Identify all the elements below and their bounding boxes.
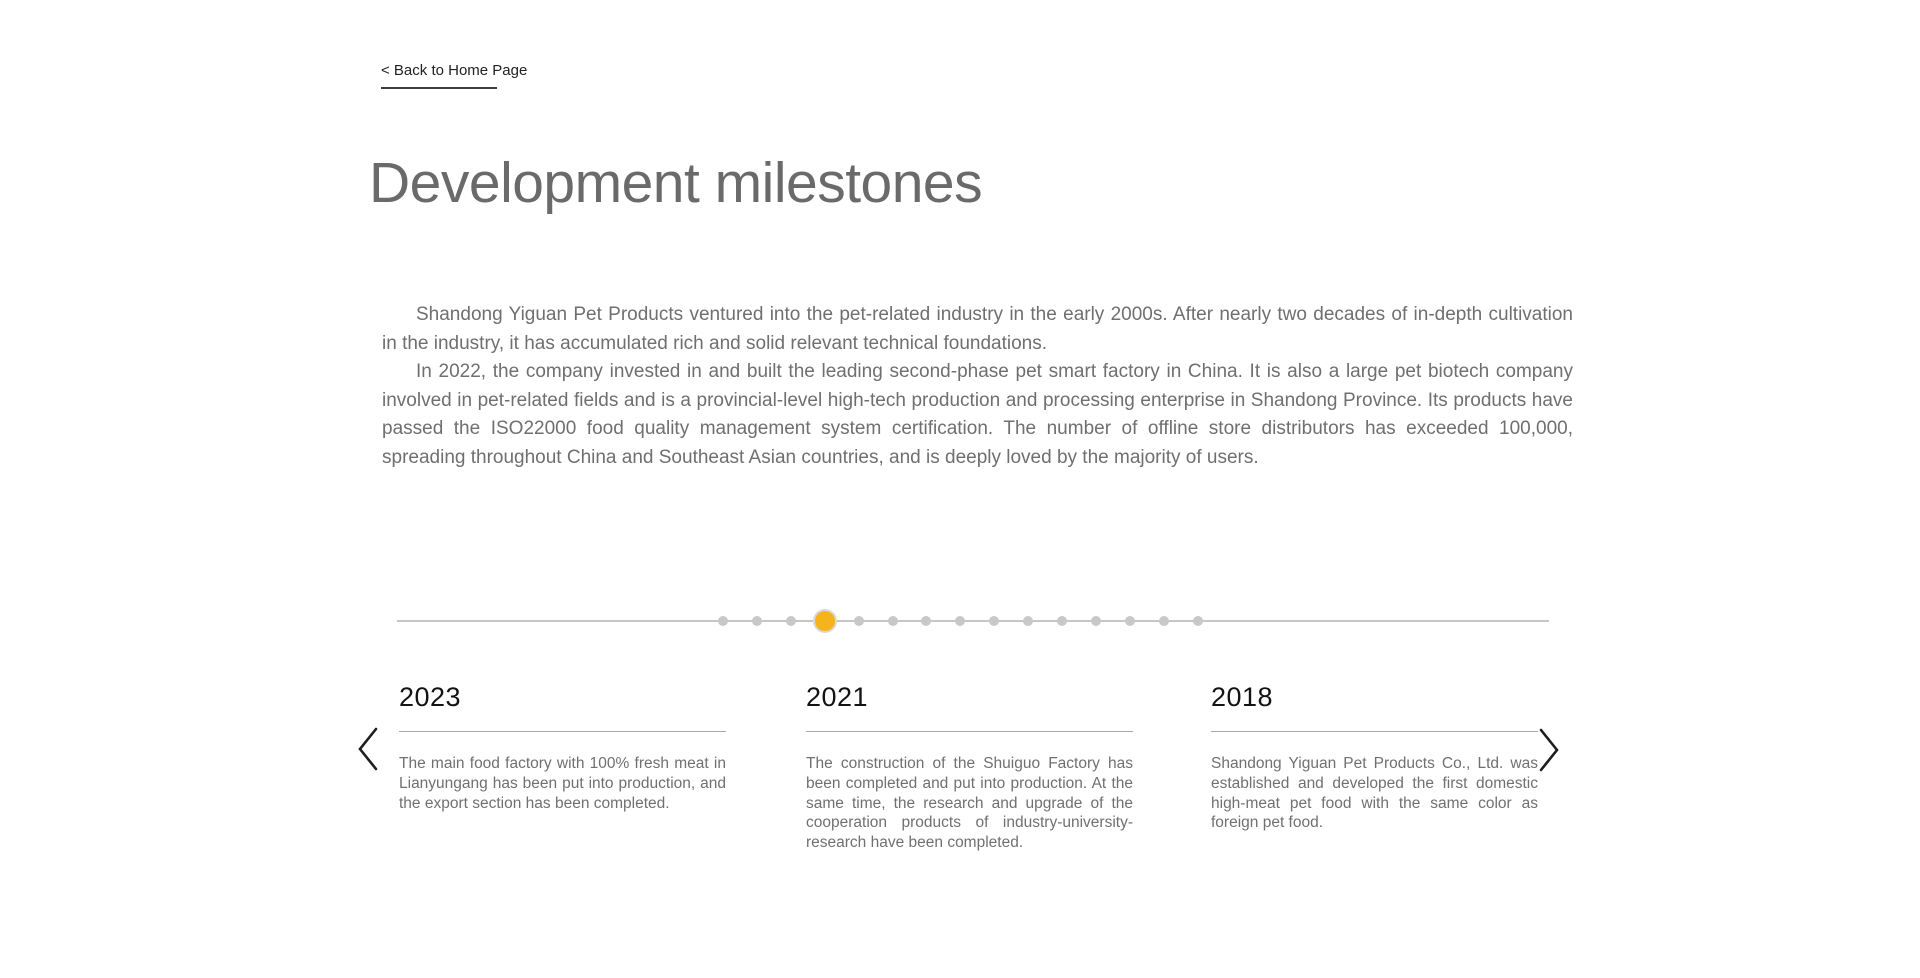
timeline-dot[interactable] [1023, 616, 1033, 626]
intro-text [382, 301, 1573, 472]
timeline-dot-active[interactable] [813, 609, 837, 633]
milestone-description: The construction of the Shuiguo Factory has been completed and put into production. At the same time, the research and upgrade of the cooperation products of industry-university-research have been completed. [806, 755, 1133, 852]
timeline-dot[interactable] [888, 616, 898, 626]
timeline-dot[interactable] [718, 616, 728, 626]
timeline-dot[interactable] [1193, 616, 1203, 626]
carousel-next-button[interactable] [1537, 727, 1561, 773]
intro-paragraph-2: In 2022, the company invested in and built the leading second-phase pet smart factory in China. It is also a large pet biotech company involved in pet-related fields and is a provincial-level high-tech production and processing enterprise in Shandong Province. Its products have passed the ISO22000 food quality management system certification. The number of offline store distributors has exceeded 100,000, spreading throughout China and Southeast Asian countries, and is deeply loved by the majority of users. [382, 361, 1573, 468]
intro-paragraph-1: Shandong Yiguan Pet Products ventured into the pet-related industry in the early 2000s. After nearly two decades of in-depth cultivation in the industry, it has accumulated rich and solid relevant technical foundations. [382, 304, 1573, 354]
card-divider [399, 731, 726, 732]
back-to-home-link[interactable]: < Back to Home Page [381, 62, 497, 89]
timeline-dot[interactable] [1159, 616, 1169, 626]
milestone-card-2021 [806, 682, 1133, 852]
timeline-track [397, 620, 1549, 622]
milestone-card-2023 [399, 682, 726, 812]
timeline-dot[interactable] [786, 616, 796, 626]
chevron-right-icon [1537, 761, 1561, 776]
milestone-description: Shandong Yiguan Pet Products Co., Ltd. was established and developed the first domestic high-meat pet food with the same color as foreign pet food. [1211, 755, 1538, 832]
timeline-dot[interactable] [989, 616, 999, 626]
page-title: Development milestones [369, 151, 983, 215]
card-divider [806, 731, 1133, 732]
timeline-dot[interactable] [1057, 616, 1067, 626]
carousel-prev-button[interactable] [356, 726, 380, 772]
timeline-dot[interactable] [752, 616, 762, 626]
chevron-left-icon [356, 760, 380, 775]
milestone-year: 2023 [399, 682, 462, 712]
milestone-year: 2018 [1211, 682, 1274, 712]
timeline-dot[interactable] [854, 616, 864, 626]
timeline-dot[interactable] [1125, 616, 1135, 626]
milestone-year: 2021 [806, 682, 869, 712]
timeline-dot[interactable] [921, 616, 931, 626]
timeline-dot[interactable] [955, 616, 965, 626]
milestone-card-2018 [1211, 682, 1538, 832]
card-divider [1211, 731, 1538, 732]
milestone-description: The main food factory with 100% fresh meat in Lianyungang has been put into production, and the export section has been completed. [399, 755, 726, 812]
timeline-dot[interactable] [1091, 616, 1101, 626]
